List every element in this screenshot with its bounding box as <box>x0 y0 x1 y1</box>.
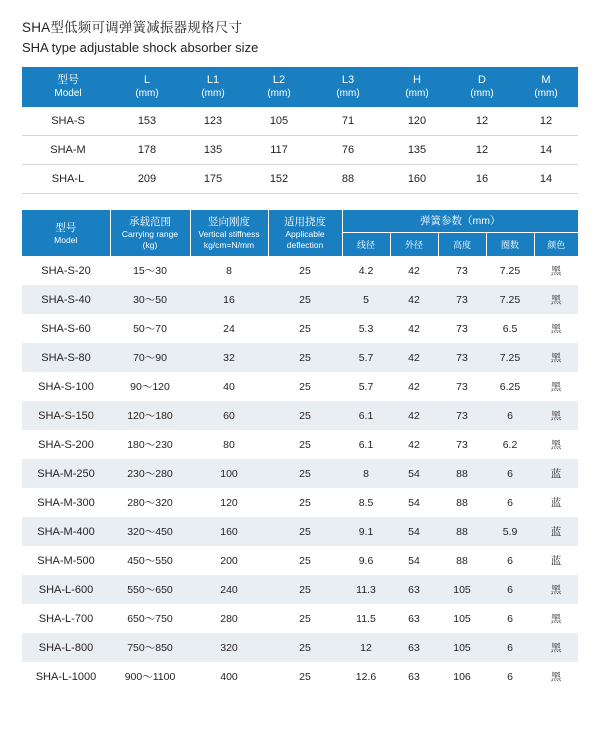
cell-vertical-stiffness: 320 <box>190 633 268 662</box>
col-header-carrying-range-en: Carrying range <box>121 229 179 239</box>
cell-wire-diameter: 8.5 <box>358 496 374 509</box>
cell-l2: 117 <box>246 136 312 165</box>
cell-h: 120 <box>384 107 450 136</box>
col-header-model-en: Model <box>54 88 82 99</box>
cell-model: SHA-M-250 <box>22 459 110 488</box>
cell-height: 73 <box>438 343 486 372</box>
cell-model: SHA-S-60 <box>41 322 91 335</box>
cell-model: SHA-L-600 <box>22 575 110 604</box>
cell-applicable-deflection: 25 <box>299 322 311 335</box>
cell-wire-diameter: 4.2 <box>358 264 374 277</box>
cell-outer-diameter: 42 <box>408 380 420 393</box>
cell-carrying-range: 450～550 <box>127 555 173 567</box>
table-row <box>22 459 578 488</box>
cell-outer-diameter: 54 <box>390 517 438 546</box>
cell-height: 73 <box>438 285 486 314</box>
table-row <box>22 165 578 194</box>
cell-applicable-deflection: 25 <box>268 459 342 488</box>
col-header-vertical-stiffness <box>190 210 268 256</box>
col-header-l1-cn: L1 <box>206 74 220 86</box>
col-header-l3-cn: L3 <box>341 74 355 86</box>
cell-wire-diameter: 9.1 <box>342 517 390 546</box>
table-row <box>22 285 578 314</box>
cell-outer-diameter: 63 <box>408 670 420 683</box>
cell-model: SHA-S-150 <box>22 401 110 430</box>
cell-d: 16 <box>450 165 514 194</box>
col-header-l-unit: (mm) <box>135 88 159 99</box>
cell-d: 12 <box>450 136 514 165</box>
table-row <box>22 401 578 430</box>
cell-m: 14 <box>514 136 578 165</box>
cell-m: 14 <box>514 165 578 194</box>
col-header-h-cn: H <box>413 74 421 86</box>
cell-vertical-stiffness: 240 <box>190 575 268 604</box>
cell-model: SHA-S-200 <box>38 438 94 451</box>
cell-height: 105 <box>438 633 486 662</box>
cell-h: 160 <box>384 165 450 194</box>
cell-vertical-stiffness: 280 <box>220 612 238 625</box>
cell-applicable-deflection: 25 <box>268 401 342 430</box>
cell-h: 135 <box>384 136 450 165</box>
cell-coil-count: 6 <box>507 612 513 625</box>
cell-wire-diameter: 8 <box>342 459 390 488</box>
col-header-model <box>22 67 114 107</box>
col-header-l <box>114 67 180 107</box>
cell-vertical-stiffness: 32 <box>190 343 268 372</box>
cell-l3: 88 <box>312 165 384 194</box>
cell-carrying-range: 30～50 <box>110 285 190 314</box>
cell-vertical-stiffness: 160 <box>190 517 268 546</box>
table-row <box>22 546 578 575</box>
cell-color: 黑 <box>534 575 578 604</box>
cell-color: 黑 <box>534 285 578 314</box>
cell-carrying-range: 320～450 <box>110 517 190 546</box>
cell-applicable-deflection: 25 <box>268 575 342 604</box>
col-header-wire-diameter: 线径 <box>342 233 390 257</box>
cell-coil-count: 6 <box>507 670 513 683</box>
cell-outer-diameter: 63 <box>390 633 438 662</box>
cell-height: 73 <box>456 264 468 277</box>
cell-applicable-deflection: 25 <box>299 496 311 509</box>
table-row <box>22 517 578 546</box>
cell-outer-diameter: 42 <box>390 401 438 430</box>
cell-outer-diameter: 54 <box>390 459 438 488</box>
cell-height: 73 <box>456 380 468 393</box>
cell-height: 105 <box>438 575 486 604</box>
cell-outer-diameter: 63 <box>408 612 420 625</box>
cell-model: SHA-L <box>22 165 114 194</box>
cell-carrying-range: 15～30 <box>133 265 167 277</box>
cell-applicable-deflection: 25 <box>299 670 311 683</box>
cell-wire-diameter: 5.7 <box>358 380 374 393</box>
cell-carrying-range: 650～750 <box>127 613 173 625</box>
col-header-carrying-range-unit: (kg) <box>142 240 158 250</box>
cell-applicable-deflection: 25 <box>268 285 342 314</box>
col-header-vertical-stiffness-unit: kg/cm=N/mm <box>203 240 255 250</box>
cell-wire-diameter: 5.3 <box>358 322 374 335</box>
cell-coil-count: 6.2 <box>502 438 518 451</box>
cell-height: 105 <box>453 612 471 625</box>
cell-outer-diameter: 54 <box>408 554 420 567</box>
specifications-table-header <box>22 210 578 256</box>
cell-color: 黑 <box>534 343 578 372</box>
dimensions-table-body <box>22 107 578 194</box>
cell-applicable-deflection: 25 <box>299 612 311 625</box>
cell-color: 黑 <box>534 633 578 662</box>
col-header-l3-unit: (mm) <box>336 88 360 99</box>
cell-vertical-stiffness: 24 <box>223 322 235 335</box>
col-header-m-unit: (mm) <box>534 88 558 99</box>
cell-model: SHA-M-400 <box>22 517 110 546</box>
cell-applicable-deflection: 25 <box>299 380 311 393</box>
col-header-l1 <box>180 67 246 107</box>
cell-carrying-range: 550～650 <box>110 575 190 604</box>
cell-vertical-stiffness: 60 <box>190 401 268 430</box>
cell-color: 黑 <box>550 323 562 335</box>
cell-coil-count: 6.5 <box>502 322 518 335</box>
cell-l: 153 <box>114 107 180 136</box>
col-header-model <box>22 210 110 256</box>
cell-carrying-range: 900～1100 <box>124 671 176 683</box>
cell-wire-diameter: 5.7 <box>342 343 390 372</box>
cell-outer-diameter: 42 <box>390 285 438 314</box>
cell-coil-count: 6 <box>507 496 513 509</box>
cell-model: SHA-S <box>22 107 114 136</box>
col-header-carrying-range-cn: 承载范围 <box>129 216 171 228</box>
cell-color: 蓝 <box>550 555 562 567</box>
cell-height: 73 <box>456 438 468 451</box>
table-row <box>22 372 578 401</box>
cell-l2: 105 <box>246 107 312 136</box>
cell-coil-count: 5.9 <box>486 517 534 546</box>
cell-height: 106 <box>453 670 471 683</box>
cell-applicable-deflection: 25 <box>299 554 311 567</box>
table-row <box>22 604 578 633</box>
cell-l2: 152 <box>246 165 312 194</box>
cell-wire-diameter: 6.1 <box>342 401 390 430</box>
table-header-row <box>22 67 578 107</box>
cell-applicable-deflection: 25 <box>268 633 342 662</box>
cell-l1: 135 <box>180 136 246 165</box>
col-header-applicable-deflection-en2: deflection <box>286 240 324 250</box>
cell-model: SHA-L-800 <box>22 633 110 662</box>
col-header-model-cn: 型号 <box>57 74 79 86</box>
cell-wire-diameter: 9.6 <box>358 554 374 567</box>
col-header-l1-unit: (mm) <box>201 88 225 99</box>
cell-height: 88 <box>456 554 468 567</box>
table-row <box>22 430 578 459</box>
cell-vertical-stiffness: 40 <box>223 380 235 393</box>
cell-coil-count: 6 <box>486 575 534 604</box>
cell-color: 黑 <box>550 613 562 625</box>
col-header-l-cn: L <box>143 74 151 86</box>
cell-height: 73 <box>456 322 468 335</box>
col-header-coil-count: 圈数 <box>486 233 534 257</box>
cell-color: 黑 <box>550 439 562 451</box>
table-row <box>22 633 578 662</box>
col-header-h <box>384 67 450 107</box>
col-header-model-en: Model <box>54 234 78 245</box>
cell-carrying-range: 120～180 <box>110 401 190 430</box>
cell-coil-count: 7.25 <box>486 285 534 314</box>
page-title <box>22 18 578 57</box>
col-header-color: 颜色 <box>534 233 578 257</box>
cell-model: SHA-L-700 <box>38 612 94 625</box>
cell-vertical-stiffness: 200 <box>220 554 238 567</box>
cell-color: 蓝 <box>534 517 578 546</box>
title-chinese: SHA型低频可调弹簧减振器规格尺寸 <box>22 20 243 35</box>
cell-l3: 76 <box>312 136 384 165</box>
col-header-vertical-stiffness-en: Vertical stiffness <box>198 229 260 239</box>
cell-coil-count: 6 <box>486 401 534 430</box>
cell-applicable-deflection: 25 <box>299 438 311 451</box>
col-header-d-unit: (mm) <box>470 88 494 99</box>
cell-model: SHA-M-500 <box>37 554 95 567</box>
cell-carrying-range: 280～320 <box>127 497 173 509</box>
cell-color: 黑 <box>550 381 562 393</box>
dimensions-table <box>22 67 578 194</box>
cell-color: 蓝 <box>550 497 562 509</box>
cell-color: 黑 <box>550 671 562 683</box>
col-header-model-cn: 型号 <box>55 221 77 234</box>
cell-outer-diameter: 42 <box>408 322 420 335</box>
cell-model: SHA-S-40 <box>22 285 110 314</box>
table-row <box>22 136 578 165</box>
cell-carrying-range: 50～70 <box>133 323 167 335</box>
cell-color: 黑 <box>534 401 578 430</box>
cell-coil-count: 7.25 <box>486 343 534 372</box>
cell-l: 209 <box>114 165 180 194</box>
cell-carrying-range: 180～230 <box>127 439 173 451</box>
table-row <box>22 107 578 136</box>
table-row <box>22 488 578 517</box>
table-header-row-main <box>22 210 578 233</box>
cell-wire-diameter: 5 <box>342 285 390 314</box>
cell-carrying-range: 750～850 <box>110 633 190 662</box>
title-english: SHA type adjustable shock absorber size <box>22 40 259 55</box>
cell-applicable-deflection: 25 <box>268 517 342 546</box>
cell-carrying-range: 70～90 <box>110 343 190 372</box>
table-row <box>22 662 578 691</box>
col-header-l2 <box>246 67 312 107</box>
cell-outer-diameter: 42 <box>408 438 420 451</box>
cell-wire-diameter: 6.1 <box>358 438 374 451</box>
cell-wire-diameter: 12.6 <box>355 670 377 683</box>
cell-vertical-stiffness: 120 <box>220 496 238 509</box>
cell-l1: 123 <box>180 107 246 136</box>
cell-vertical-stiffness: 16 <box>190 285 268 314</box>
specifications-table <box>22 210 578 691</box>
col-header-m <box>514 67 578 107</box>
cell-outer-diameter: 63 <box>390 575 438 604</box>
cell-l3: 71 <box>312 107 384 136</box>
col-header-applicable-deflection <box>268 210 342 256</box>
cell-coil-count: 6.25 <box>499 380 521 393</box>
table-row <box>22 314 578 343</box>
col-header-applicable-deflection-cn: 适用挠度 <box>284 216 326 228</box>
table-row <box>22 256 578 285</box>
col-header-spring-parameters-cn: 弹簧参数（mm） <box>420 215 501 227</box>
cell-m: 12 <box>514 107 578 136</box>
cell-model: SHA-S-20 <box>41 264 91 277</box>
cell-outer-diameter: 42 <box>408 264 420 277</box>
col-header-carrying-range <box>110 210 190 256</box>
cell-model: SHA-S-80 <box>22 343 110 372</box>
cell-vertical-stiffness: 400 <box>220 670 238 683</box>
cell-applicable-deflection: 25 <box>299 264 311 277</box>
col-header-height: 高度 <box>438 233 486 257</box>
col-header-outer-diameter: 外径 <box>390 233 438 257</box>
cell-height: 88 <box>456 496 468 509</box>
cell-wire-diameter: 12 <box>342 633 390 662</box>
cell-height: 88 <box>438 517 486 546</box>
cell-d: 12 <box>450 107 514 136</box>
cell-color: 蓝 <box>534 459 578 488</box>
cell-vertical-stiffness: 8 <box>226 264 232 277</box>
cell-l1: 175 <box>180 165 246 194</box>
table-row <box>22 343 578 372</box>
cell-coil-count: 6 <box>486 459 534 488</box>
cell-coil-count: 6 <box>507 554 513 567</box>
table-row <box>22 575 578 604</box>
specifications-table-body <box>22 256 578 691</box>
col-header-h-unit: (mm) <box>405 88 429 99</box>
cell-carrying-range: 90～120 <box>130 381 170 393</box>
col-header-vertical-stiffness-cn: 竖向刚度 <box>208 216 250 228</box>
cell-model: SHA-M <box>22 136 114 165</box>
col-header-l3 <box>312 67 384 107</box>
cell-applicable-deflection: 25 <box>268 343 342 372</box>
cell-color: 黑 <box>550 265 562 277</box>
cell-height: 73 <box>438 401 486 430</box>
cell-coil-count: 7.25 <box>499 264 521 277</box>
cell-vertical-stiffness: 100 <box>190 459 268 488</box>
cell-coil-count: 6 <box>486 633 534 662</box>
col-header-m-cn: M <box>541 74 551 86</box>
cell-carrying-range: 230～280 <box>110 459 190 488</box>
cell-wire-diameter: 11.5 <box>356 612 376 625</box>
cell-wire-diameter: 11.3 <box>342 575 390 604</box>
cell-model: SHA-M-300 <box>37 496 95 509</box>
cell-l: 178 <box>114 136 180 165</box>
cell-height: 88 <box>438 459 486 488</box>
cell-model: SHA-S-100 <box>38 380 94 393</box>
cell-model: SHA-L-1000 <box>35 670 97 683</box>
col-header-l2-cn: L2 <box>272 74 286 86</box>
dimensions-table-header <box>22 67 578 107</box>
col-header-spring-parameters <box>342 210 578 233</box>
col-header-applicable-deflection-en: Applicable <box>285 229 325 239</box>
col-header-d <box>450 67 514 107</box>
cell-vertical-stiffness: 80 <box>223 438 235 451</box>
col-header-d-cn: D <box>478 74 486 86</box>
cell-outer-diameter: 42 <box>390 343 438 372</box>
col-header-l2-unit: (mm) <box>267 88 291 99</box>
cell-outer-diameter: 54 <box>408 496 420 509</box>
